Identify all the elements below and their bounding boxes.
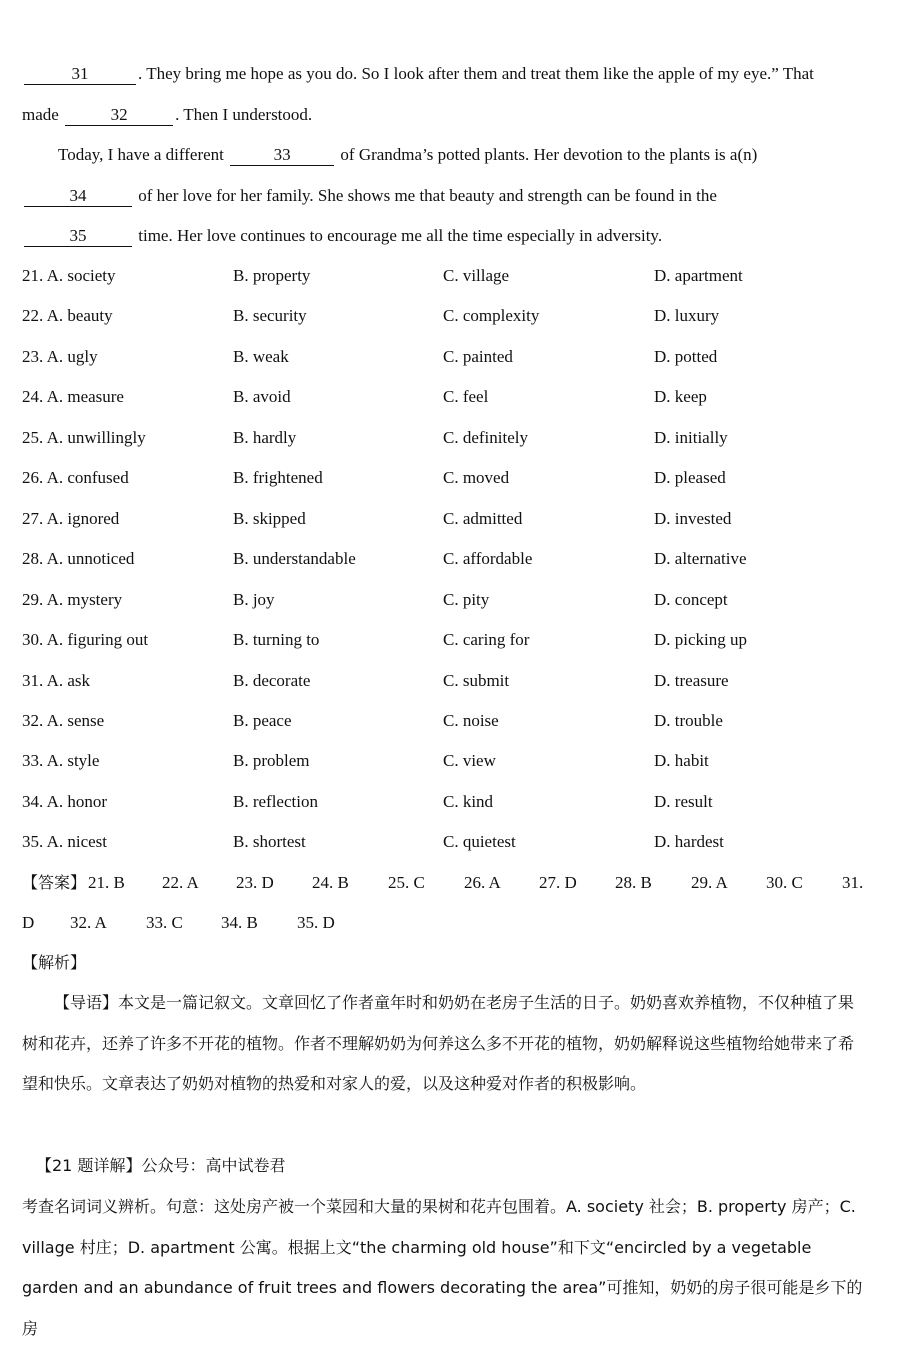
option-d: D. habit: [654, 751, 709, 771]
answer-item: 22. A: [162, 873, 199, 892]
answer-item: D: [22, 913, 35, 932]
option-a: [22, 345, 98, 369]
option-b: B. shortest: [233, 832, 306, 852]
passage-text: of Grandma’s potted plants. Her devotion to the plants is a(n): [340, 145, 758, 164]
option-c: C. complexity: [443, 306, 540, 326]
option-b: B. frightened: [233, 468, 323, 488]
option-row: [0, 790, 900, 814]
answer-item: 29. A: [691, 873, 728, 892]
option-a: [22, 547, 134, 571]
option-row: [0, 385, 900, 409]
option-c: C. pity: [443, 589, 490, 609]
option-a: [22, 466, 129, 490]
passage-line-1: [22, 62, 814, 86]
answer-item: 35. D: [297, 913, 335, 932]
option-a-text: A. beauty: [46, 306, 113, 326]
answer-item: 26. A: [464, 873, 501, 892]
option-a: [22, 588, 122, 612]
question-number: 21.: [22, 266, 44, 285]
passage-line-4: [22, 184, 717, 208]
answer-item: 21. B: [88, 873, 125, 892]
answer-item: 33. C: [146, 913, 183, 932]
option-a: [22, 790, 107, 814]
option-a: [22, 628, 148, 652]
option-d: D. alternative: [654, 549, 747, 569]
option-b: B. skipped: [233, 508, 306, 528]
answer-item: 32. A: [70, 913, 107, 932]
question-number: 25.: [22, 427, 44, 447]
option-row: [0, 588, 900, 612]
option-d: D. result: [654, 791, 713, 811]
option-a-text: A. unnoticed: [46, 549, 135, 569]
option-c: C. noise: [443, 710, 499, 730]
passage-text: made: [22, 105, 59, 124]
option-a-text: A. society: [46, 266, 116, 285]
option-row: [0, 507, 900, 531]
option-a: [22, 426, 146, 450]
question-number: 27.: [22, 508, 44, 528]
option-row: [0, 466, 900, 490]
question-number: 23.: [22, 346, 44, 366]
option-a-text: A. nicest: [46, 832, 107, 852]
answer-item: 28. B: [615, 873, 652, 892]
passage-line-2: [22, 103, 312, 127]
blank-33: 33: [230, 145, 334, 166]
q21-explanation: 考查名词词义辨析。句意：这处房产被一个菜园和大量的果树和花卉包围着。A. society 社会；B. property 房产；C. village 村庄；D. apartment 公寓。根据上文“the charming old house”和下文“encircled by a vegetable garden and an abundance of fruit trees and flowers decorating the area”可推知，奶奶的房子很可能是乡下的房: [22, 1197, 863, 1338]
analysis-label: 【解析】: [22, 953, 87, 972]
blank-35: 35: [24, 226, 132, 247]
option-a-text: A. honor: [46, 791, 108, 811]
option-a: [22, 507, 119, 531]
option-d: D. apartment: [654, 266, 743, 285]
option-d: D. keep: [654, 387, 707, 407]
passage-line-5: [22, 224, 662, 248]
option-row: [0, 264, 900, 288]
option-a-text: A. ugly: [46, 346, 98, 366]
option-a-text: A. ignored: [46, 508, 120, 528]
option-a: [22, 264, 116, 288]
option-c: C. quietest: [443, 832, 516, 852]
option-a: [22, 749, 99, 773]
option-d: D. trouble: [654, 710, 723, 730]
option-c: C. affordable: [443, 549, 533, 569]
answer-item: 23. D: [236, 873, 274, 892]
option-row: [0, 426, 900, 450]
option-a: [22, 304, 113, 328]
option-c: C. village: [443, 266, 510, 285]
question-number: 30.: [22, 630, 44, 650]
question-number: 28.: [22, 549, 44, 569]
option-a-text: A. figuring out: [46, 630, 149, 650]
passage-text: . They bring me hope as you do. So I look after them and treat them like the apple of my eye.” That: [138, 64, 814, 83]
passage-line-3: [58, 143, 757, 167]
option-d: D. invested: [654, 508, 732, 528]
option-b: B. avoid: [233, 387, 291, 407]
passage-text: . Then I understood.: [175, 105, 313, 124]
option-d: D. concept: [654, 589, 728, 609]
question-number: 32.: [22, 710, 44, 730]
option-b: B. security: [233, 306, 307, 326]
question-number: 26.: [22, 468, 44, 488]
option-b: B. property: [233, 266, 311, 285]
option-a-text: A. confused: [46, 468, 129, 488]
option-row: [0, 628, 900, 652]
option-b: B. problem: [233, 751, 310, 771]
option-c: C. caring for: [443, 630, 530, 650]
answer-row-1: [0, 871, 900, 895]
option-c: C. kind: [443, 791, 494, 811]
option-d: D. potted: [654, 346, 718, 366]
option-a: [22, 709, 104, 733]
option-d: D. hardest: [654, 832, 724, 852]
blank-32: 32: [65, 105, 173, 126]
answer-item: 27. D: [539, 873, 577, 892]
option-a-text: A. unwillingly: [46, 427, 146, 447]
option-a: [22, 669, 90, 693]
option-row: [0, 345, 900, 369]
question-number: 34.: [22, 791, 44, 811]
option-row: [0, 547, 900, 571]
option-d: D. picking up: [654, 630, 748, 650]
option-d: D. pleased: [654, 468, 726, 488]
question-number: 35.: [22, 832, 44, 852]
option-b: B. joy: [233, 589, 275, 609]
option-c: C. submit: [443, 670, 510, 690]
option-c: C. admitted: [443, 508, 523, 528]
option-d: D. treasure: [654, 670, 729, 690]
option-a-text: A. mystery: [46, 589, 123, 609]
option-b: B. turning to: [233, 630, 320, 650]
answer-label: 【答案】: [22, 873, 87, 892]
answer-item: 34. B: [221, 913, 258, 932]
option-a-text: A. sense: [46, 710, 105, 730]
option-c: C. painted: [443, 346, 513, 366]
option-row: [0, 304, 900, 328]
option-b: B. weak: [233, 346, 289, 366]
question-number: 31.: [22, 670, 44, 690]
option-a: [22, 385, 124, 409]
question-number: 24.: [22, 387, 44, 407]
option-c: C. feel: [443, 387, 489, 407]
option-a-text: A. ask: [46, 670, 91, 690]
option-d: D. luxury: [654, 306, 720, 326]
option-c: C. definitely: [443, 427, 528, 447]
blank-31: 31: [24, 64, 136, 85]
answer-item: 24. B: [312, 873, 349, 892]
passage-text: of her love for her family. She shows me that beauty and strength can be found in the: [138, 186, 717, 205]
option-row: [0, 749, 900, 773]
option-b: B. understandable: [233, 549, 356, 569]
option-a-text: A. measure: [46, 387, 124, 407]
answer-item: 31.: [842, 873, 864, 892]
answer-item: 30. C: [766, 873, 803, 892]
question-number: 29.: [22, 589, 44, 609]
option-b: B. hardly: [233, 427, 297, 447]
passage-text: time. Her love continues to encourage me all the time especially in adversity.: [138, 226, 663, 245]
q21-heading: 【21 题详解】公众号：高中试卷君: [36, 1156, 286, 1175]
blank-34: 34: [24, 186, 132, 207]
option-a-text: A. style: [46, 751, 100, 771]
option-d: D. initially: [654, 427, 728, 447]
option-b: B. peace: [233, 710, 292, 730]
answer-row-2: [0, 911, 900, 935]
question-number: 33.: [22, 751, 44, 771]
option-b: B. reflection: [233, 791, 318, 811]
passage-text: Today, I have a different: [58, 145, 224, 164]
option-c: C. view: [443, 751, 496, 771]
option-b: B. decorate: [233, 670, 311, 690]
question-number: 22.: [22, 306, 44, 326]
option-row: [0, 709, 900, 733]
option-row: [0, 830, 900, 854]
answer-item: 25. C: [388, 873, 425, 892]
option-row: [0, 669, 900, 693]
option-a: [22, 830, 107, 854]
option-c: C. moved: [443, 468, 510, 488]
analysis-intro: 【导语】本文是一篇记叙文。文章回忆了作者童年时和奶奶在老房子生活的日子。奶奶喜欢养植物，不仅种植了果树和花卉，还养了许多不开花的植物。作者不理解奶奶为何养这么多不开花的植物，奶奶解释说这些植物给她带来了希望和快乐。文章表达了奶奶对植物的热爱和对家人的爱，以及这种爱对作者的积极影响。: [22, 993, 855, 1093]
